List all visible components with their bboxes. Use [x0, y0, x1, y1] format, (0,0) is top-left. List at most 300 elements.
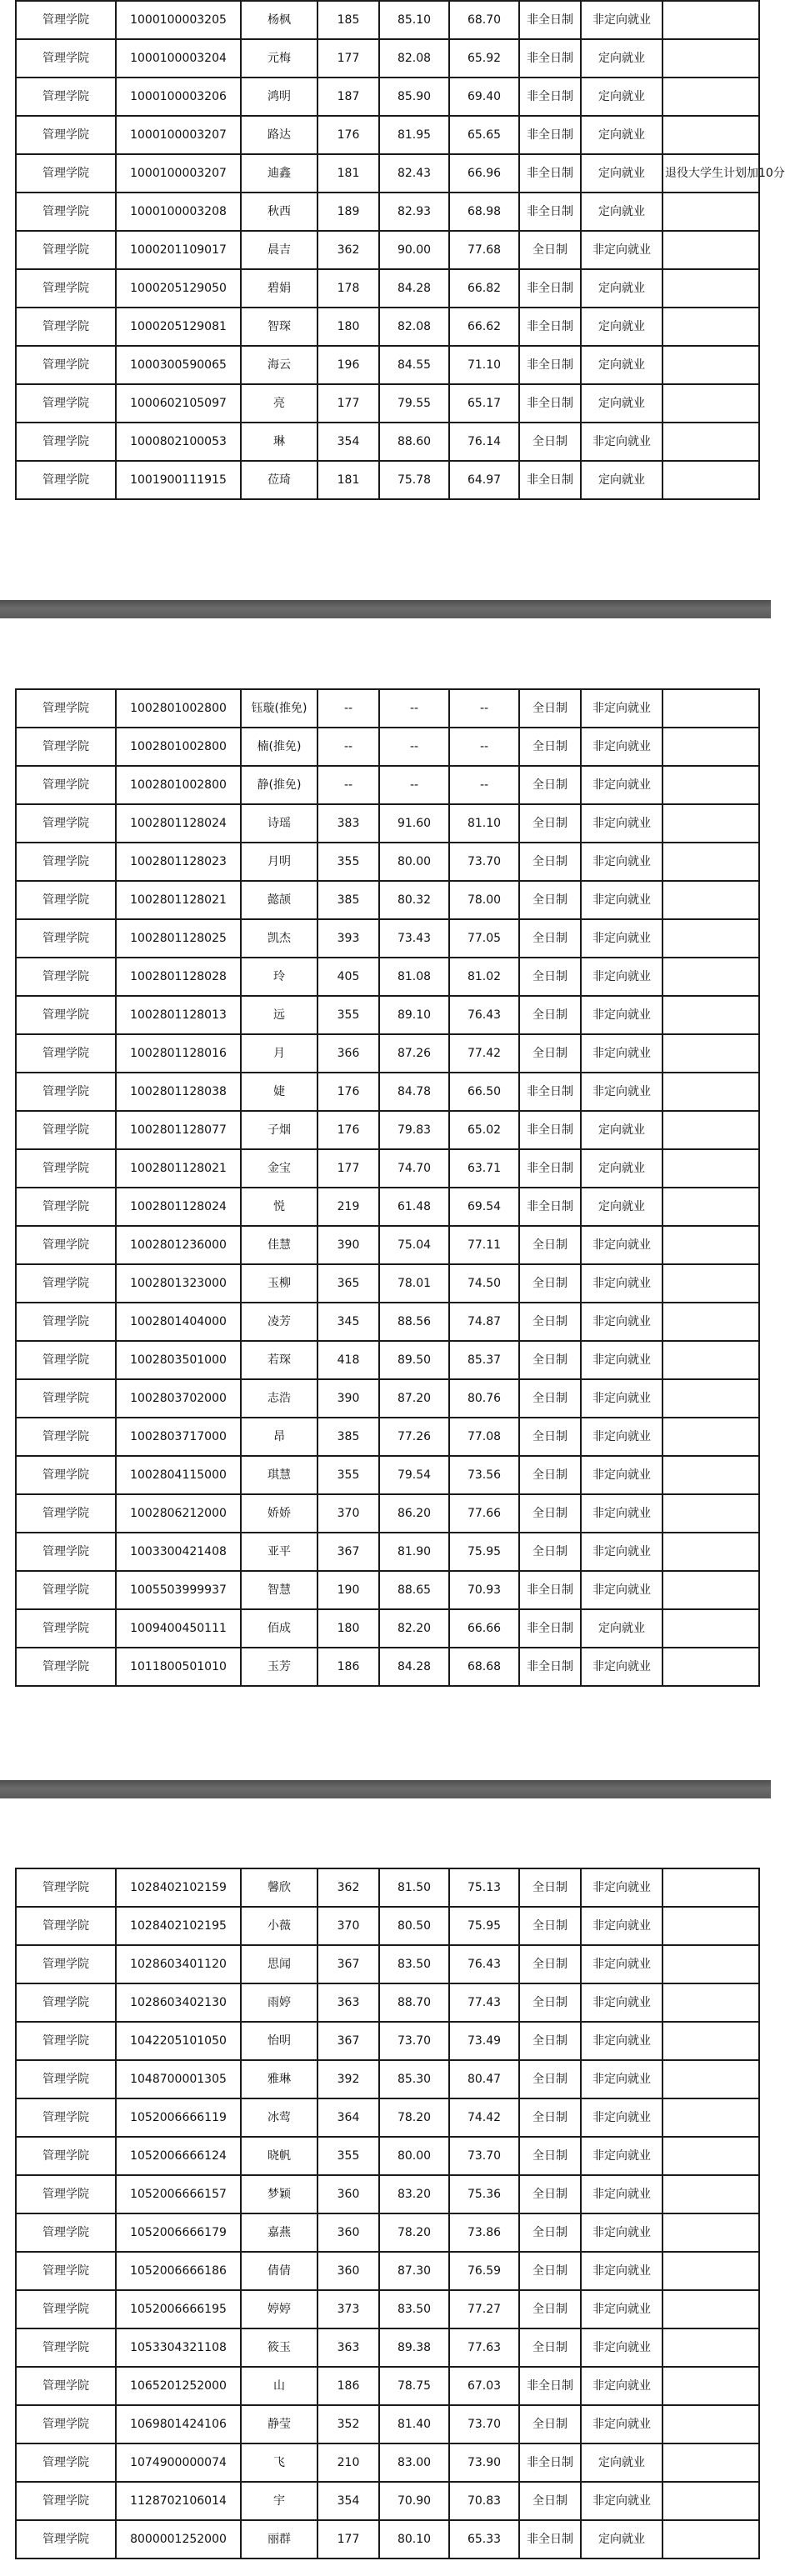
table-cell: 354: [318, 2482, 379, 2520]
table-row: [16, 78, 759, 116]
table-row: [16, 919, 759, 958]
table-cell: [662, 958, 759, 996]
table-cell: 77.08: [449, 1418, 519, 1456]
table-cell: 77.68: [449, 231, 519, 269]
table-cell: 71.10: [449, 346, 519, 384]
table-cell: 177: [318, 2520, 379, 2558]
table-cell: 393: [318, 919, 379, 958]
table-row: [16, 2443, 759, 2482]
table-cell: 诗瑶: [241, 804, 318, 843]
table-cell: 全日制: [519, 2022, 581, 2060]
table-cell: 75.95: [449, 1907, 519, 1945]
table-cell: 1074900000074: [116, 2443, 241, 2482]
table-cell: 68.98: [449, 193, 519, 231]
table-cell: 366: [318, 1034, 379, 1073]
table-row: [16, 231, 759, 269]
table-cell: [662, 1264, 759, 1303]
table-row: [16, 423, 759, 461]
table-cell: 子烟: [241, 1111, 318, 1149]
table-cell: 全日制: [519, 766, 581, 804]
table-cell: 190: [318, 1571, 379, 1609]
table-cell: 非定向就业: [581, 2252, 662, 2290]
table-cell: 1002803501000: [116, 1341, 241, 1379]
table-cell: --: [449, 689, 519, 728]
table-cell: 418: [318, 1341, 379, 1379]
table-cell: 1002801002800: [116, 728, 241, 766]
table-cell: 管理学院: [16, 384, 116, 423]
table-cell: 1000100003207: [116, 154, 241, 193]
table-row: [16, 2213, 759, 2252]
table-cell: 静莹: [241, 2405, 318, 2443]
table-cell: 67.03: [449, 2367, 519, 2405]
table-cell: 370: [318, 1494, 379, 1533]
table-cell: 76.59: [449, 2252, 519, 2290]
table-cell: 63.71: [449, 1149, 519, 1188]
table-cell: [662, 2022, 759, 2060]
table-cell: [662, 2213, 759, 2252]
table-cell: 385: [318, 881, 379, 919]
table-cell: 84.78: [379, 1073, 449, 1111]
table-cell: 75.13: [449, 1868, 519, 1907]
table-cell: 管理学院: [16, 881, 116, 919]
table-cell: [662, 1379, 759, 1418]
table-cell: 定向就业: [581, 154, 662, 193]
table-cell: 全日制: [519, 1983, 581, 2022]
table-cell: 全日制: [519, 1907, 581, 1945]
table-cell: 84.28: [379, 1648, 449, 1686]
table-cell: 非定向就业: [581, 804, 662, 843]
table-cell: 琳: [241, 423, 318, 461]
table-cell: 90.00: [379, 231, 449, 269]
table-cell: 219: [318, 1188, 379, 1226]
table-cell: 78.75: [379, 2367, 449, 2405]
table-row: [16, 1188, 759, 1226]
table-cell: 管理学院: [16, 346, 116, 384]
table-cell: [662, 39, 759, 78]
table-cell: 360: [318, 2213, 379, 2252]
table-cell: 1002801128013: [116, 996, 241, 1034]
table-cell: 非全日制: [519, 1571, 581, 1609]
table-cell: 管理学院: [16, 2482, 116, 2520]
table-cell: 非全日制: [519, 346, 581, 384]
table-cell: 非定向就业: [581, 2405, 662, 2443]
table-cell: [662, 2405, 759, 2443]
table-cell: 玲: [241, 958, 318, 996]
table-cell: 70.90: [379, 2482, 449, 2520]
table-cell: 晨吉: [241, 231, 318, 269]
table-cell: 1002803702000: [116, 1379, 241, 1418]
table-cell: 倩倩: [241, 2252, 318, 2290]
table-cell: 思闻: [241, 1945, 318, 1983]
table-cell: 82.08: [379, 39, 449, 78]
table-cell: 佰成: [241, 1609, 318, 1648]
table-cell: 非定向就业: [581, 1648, 662, 1686]
table-cell: [662, 2175, 759, 2213]
table-cell: --: [379, 728, 449, 766]
table-cell: 全日制: [519, 1533, 581, 1571]
table-cell: 65.33: [449, 2520, 519, 2558]
table-cell: 非定向就业: [581, 1907, 662, 1945]
table-cell: 非定向就业: [581, 423, 662, 461]
table-cell: [662, 804, 759, 843]
table-cell: 74.42: [449, 2098, 519, 2137]
table-cell: 佳慧: [241, 1226, 318, 1264]
table-cell: [662, 2137, 759, 2175]
table-cell: 75.78: [379, 461, 449, 499]
table-cell: 81.40: [379, 2405, 449, 2443]
table-cell: [662, 1341, 759, 1379]
table-cell: 88.60: [379, 423, 449, 461]
table-cell: 定向就业: [581, 346, 662, 384]
table-cell: 亚平: [241, 1533, 318, 1571]
table-row: [16, 728, 759, 766]
table-cell: 73.86: [449, 2213, 519, 2252]
table-cell: 74.50: [449, 1264, 519, 1303]
table-cell: 莅琦: [241, 461, 318, 499]
table-cell: [662, 1571, 759, 1609]
table-row: [16, 2175, 759, 2213]
table-cell: 管理学院: [16, 1456, 116, 1494]
table-cell: 玉芳: [241, 1648, 318, 1686]
table-cell: 181: [318, 154, 379, 193]
table-cell: 385: [318, 1418, 379, 1456]
table-cell: --: [318, 766, 379, 804]
table-cell: 69.40: [449, 78, 519, 116]
table-cell: 非定向就业: [581, 843, 662, 881]
table-cell: 管理学院: [16, 1571, 116, 1609]
table-cell: 定向就业: [581, 1149, 662, 1188]
table-cell: 177: [318, 39, 379, 78]
table-row: [16, 689, 759, 728]
table-row: [16, 193, 759, 231]
table-cell: 飞: [241, 2443, 318, 2482]
table-cell: 78.00: [449, 881, 519, 919]
table-cell: 非全日制: [519, 1149, 581, 1188]
table-cell: 管理学院: [16, 1379, 116, 1418]
table-cell: [662, 2060, 759, 2098]
table-row: [16, 1456, 759, 1494]
table-cell: 懿颉: [241, 881, 318, 919]
table-cell: 管理学院: [16, 2175, 116, 2213]
table-cell: 70.83: [449, 2482, 519, 2520]
table-cell: 全日制: [519, 1303, 581, 1341]
table-cell: 360: [318, 2175, 379, 2213]
table-cell: [662, 308, 759, 346]
table-cell: 管理学院: [16, 2022, 116, 2060]
table-cell: 1052006666186: [116, 2252, 241, 2290]
table-cell: 1002801128025: [116, 919, 241, 958]
table-cell: 80.10: [379, 2520, 449, 2558]
table-cell: 管理学院: [16, 1073, 116, 1111]
table-cell: 全日制: [519, 843, 581, 881]
table-cell: 392: [318, 2060, 379, 2098]
table-cell: 1002801128016: [116, 1034, 241, 1073]
table-cell: 非定向就业: [581, 1456, 662, 1494]
table-cell: [662, 1418, 759, 1456]
table-cell: 81.10: [449, 804, 519, 843]
table-cell: [662, 2252, 759, 2290]
table-cell: [662, 728, 759, 766]
table-cell: 管理学院: [16, 1264, 116, 1303]
table-cell: [662, 1188, 759, 1226]
table-cell: 1000100003205: [116, 1, 241, 39]
table-cell: 丽群: [241, 2520, 318, 2558]
table-cell: 全日制: [519, 2098, 581, 2137]
table-row: [16, 154, 759, 193]
table-cell: 177: [318, 1149, 379, 1188]
score-table-section-2: [15, 688, 760, 1687]
table-cell: 楠(推免): [241, 728, 318, 766]
table-cell: 66.96: [449, 154, 519, 193]
table-cell: 全日制: [519, 1456, 581, 1494]
table-cell: 87.20: [379, 1379, 449, 1418]
table-cell: 1028603401120: [116, 1945, 241, 1983]
table-cell: 1002801128021: [116, 881, 241, 919]
table-cell: 管理学院: [16, 461, 116, 499]
table-cell: 全日制: [519, 423, 581, 461]
table-cell: 355: [318, 996, 379, 1034]
table-cell: 1002801128024: [116, 804, 241, 843]
table-cell: 非全日制: [519, 39, 581, 78]
table-cell: 管理学院: [16, 2137, 116, 2175]
table-cell: 370: [318, 1907, 379, 1945]
table-cell: 1000205129050: [116, 269, 241, 308]
table-row: [16, 1945, 759, 1983]
table-cell: 1000300590065: [116, 346, 241, 384]
table-cell: 89.50: [379, 1341, 449, 1379]
table-cell: 嘉燕: [241, 2213, 318, 2252]
table-cell: 管理学院: [16, 2443, 116, 2482]
table-row: [16, 1149, 759, 1188]
table-cell: [662, 2290, 759, 2328]
table-cell: 85.30: [379, 2060, 449, 2098]
score-table-section-1: [15, 0, 785, 500]
table-cell: 管理学院: [16, 2060, 116, 2098]
table-cell: 非全日制: [519, 1073, 581, 1111]
table-cell: 全日制: [519, 1945, 581, 1983]
table-cell: 1002801404000: [116, 1303, 241, 1341]
table-cell: 78.20: [379, 2213, 449, 2252]
table-cell: 75.04: [379, 1226, 449, 1264]
table-cell: 海云: [241, 346, 318, 384]
table-row: [16, 1418, 759, 1456]
table-cell: 81.95: [379, 116, 449, 154]
table-cell: 管理学院: [16, 423, 116, 461]
table-row: [16, 39, 759, 78]
table-cell: 退役大学生计划加10分: [662, 154, 759, 193]
table-cell: 1000602105097: [116, 384, 241, 423]
table-cell: 1000100003207: [116, 116, 241, 154]
table-cell: 1002801323000: [116, 1264, 241, 1303]
table-row: [16, 804, 759, 843]
table-cell: 80.47: [449, 2060, 519, 2098]
table-cell: 83.20: [379, 2175, 449, 2213]
table-cell: 186: [318, 2367, 379, 2405]
table-cell: 非定向就业: [581, 2367, 662, 2405]
table-cell: 非定向就业: [581, 1571, 662, 1609]
table-row: [16, 2367, 759, 2405]
table-cell: 81.08: [379, 958, 449, 996]
table-cell: 88.65: [379, 1571, 449, 1609]
table-cell: 73.49: [449, 2022, 519, 2060]
table-cell: 79.55: [379, 384, 449, 423]
table-cell: 77.43: [449, 1983, 519, 2022]
table-cell: [662, 1609, 759, 1648]
table-row: [16, 2060, 759, 2098]
table-cell: 非全日制: [519, 78, 581, 116]
table-cell: 非定向就业: [581, 1303, 662, 1341]
table-row: [16, 384, 759, 423]
table-cell: 定向就业: [581, 269, 662, 308]
table-cell: 非全日制: [519, 2443, 581, 2482]
table-cell: 非定向就业: [581, 919, 662, 958]
table-cell: 琪慧: [241, 1456, 318, 1494]
table-cell: 怡明: [241, 2022, 318, 2060]
table-cell: 定向就业: [581, 193, 662, 231]
table-cell: 全日制: [519, 958, 581, 996]
table-row: [16, 1648, 759, 1686]
table-cell: 354: [318, 423, 379, 461]
table-cell: 非全日制: [519, 193, 581, 231]
table-cell: 非定向就业: [581, 1418, 662, 1456]
table-cell: 全日制: [519, 1418, 581, 1456]
table-cell: [662, 269, 759, 308]
table-cell: 非定向就业: [581, 996, 662, 1034]
table-cell: 76.43: [449, 1945, 519, 1983]
table-cell: 355: [318, 2137, 379, 2175]
table-cell: 管理学院: [16, 1609, 116, 1648]
table-cell: 非定向就业: [581, 2213, 662, 2252]
table-cell: 秋西: [241, 193, 318, 231]
table-row: [16, 1494, 759, 1533]
table-cell: [662, 423, 759, 461]
table-cell: [662, 2367, 759, 2405]
table-cell: 81.90: [379, 1533, 449, 1571]
table-cell: 小薇: [241, 1907, 318, 1945]
table-cell: 74.87: [449, 1303, 519, 1341]
table-cell: 64.97: [449, 461, 519, 499]
table-cell: [662, 193, 759, 231]
table-cell: 非定向就业: [581, 689, 662, 728]
page-separator-bar: [0, 1780, 771, 1798]
table-cell: 83.00: [379, 2443, 449, 2482]
table-cell: 1002806212000: [116, 1494, 241, 1533]
table-cell: [662, 2328, 759, 2367]
table-cell: [662, 843, 759, 881]
table-cell: 187: [318, 78, 379, 116]
table-cell: 非定向就业: [581, 2175, 662, 2213]
table-cell: 181: [318, 461, 379, 499]
table-row: [16, 2482, 759, 2520]
table-cell: 月明: [241, 843, 318, 881]
table-cell: 管理学院: [16, 919, 116, 958]
table-row: [16, 766, 759, 804]
table-cell: 管理学院: [16, 958, 116, 996]
table-cell: 凌芳: [241, 1303, 318, 1341]
table-cell: 非定向就业: [581, 1868, 662, 1907]
table-cell: [662, 2443, 759, 2482]
table-cell: 89.38: [379, 2328, 449, 2367]
table-cell: 非定向就业: [581, 1983, 662, 2022]
table-row: [16, 881, 759, 919]
table-cell: 78.20: [379, 2098, 449, 2137]
table-cell: 若琛: [241, 1341, 318, 1379]
table-cell: 非定向就业: [581, 1073, 662, 1111]
table-cell: 1052006666124: [116, 2137, 241, 2175]
table-cell: [662, 1149, 759, 1188]
table-cell: 静(推免): [241, 766, 318, 804]
table-cell: 山: [241, 2367, 318, 2405]
table-cell: 宇: [241, 2482, 318, 2520]
table-cell: [662, 78, 759, 116]
table-cell: 76.14: [449, 423, 519, 461]
table-cell: [662, 1868, 759, 1907]
table-row: [16, 2405, 759, 2443]
table-cell: 66.50: [449, 1073, 519, 1111]
table-row: [16, 2022, 759, 2060]
table-cell: 81.50: [379, 1868, 449, 1907]
table-cell: 玉柳: [241, 1264, 318, 1303]
table-cell: 405: [318, 958, 379, 996]
table-cell: 1042205101050: [116, 2022, 241, 2060]
table-cell: 367: [318, 1945, 379, 1983]
table-cell: 84.55: [379, 346, 449, 384]
table-cell: 亮: [241, 384, 318, 423]
table-cell: 路达: [241, 116, 318, 154]
table-cell: 全日制: [519, 804, 581, 843]
table-cell: 杨枫: [241, 1, 318, 39]
table-cell: 91.60: [379, 804, 449, 843]
table-cell: 管理学院: [16, 766, 116, 804]
table-cell: 363: [318, 1983, 379, 2022]
table-cell: 管理学院: [16, 996, 116, 1034]
table-cell: 管理学院: [16, 1034, 116, 1073]
table-cell: 83.50: [379, 1945, 449, 1983]
table-cell: 176: [318, 1111, 379, 1149]
table-cell: 非全日制: [519, 116, 581, 154]
table-cell: 全日制: [519, 2328, 581, 2367]
table-cell: 1128702106014: [116, 2482, 241, 2520]
table-cell: 非定向就业: [581, 1264, 662, 1303]
table-cell: 390: [318, 1226, 379, 1264]
table-cell: 1003300421408: [116, 1533, 241, 1571]
table-cell: 定向就业: [581, 308, 662, 346]
table-cell: 管理学院: [16, 1188, 116, 1226]
table-cell: 金宝: [241, 1149, 318, 1188]
table-cell: 非全日制: [519, 308, 581, 346]
table-cell: 77.26: [379, 1418, 449, 1456]
table-cell: 1002801002800: [116, 766, 241, 804]
table-cell: 77.63: [449, 2328, 519, 2367]
table-cell: 全日制: [519, 2060, 581, 2098]
table-cell: 1065201252000: [116, 2367, 241, 2405]
table-cell: 非定向就业: [581, 2022, 662, 2060]
table-cell: 189: [318, 193, 379, 231]
table-cell: [662, 1494, 759, 1533]
table-cell: 68.68: [449, 1648, 519, 1686]
table-row: [16, 461, 759, 499]
table-cell: 管理学院: [16, 154, 116, 193]
table-cell: 全日制: [519, 1341, 581, 1379]
table-cell: 367: [318, 1533, 379, 1571]
table-cell: 管理学院: [16, 2367, 116, 2405]
table-cell: 70.93: [449, 1571, 519, 1609]
table-cell: 智琛: [241, 308, 318, 346]
table-row: [16, 1303, 759, 1341]
table-cell: 非定向就业: [581, 2328, 662, 2367]
table-cell: [662, 346, 759, 384]
table-cell: 1052006666179: [116, 2213, 241, 2252]
